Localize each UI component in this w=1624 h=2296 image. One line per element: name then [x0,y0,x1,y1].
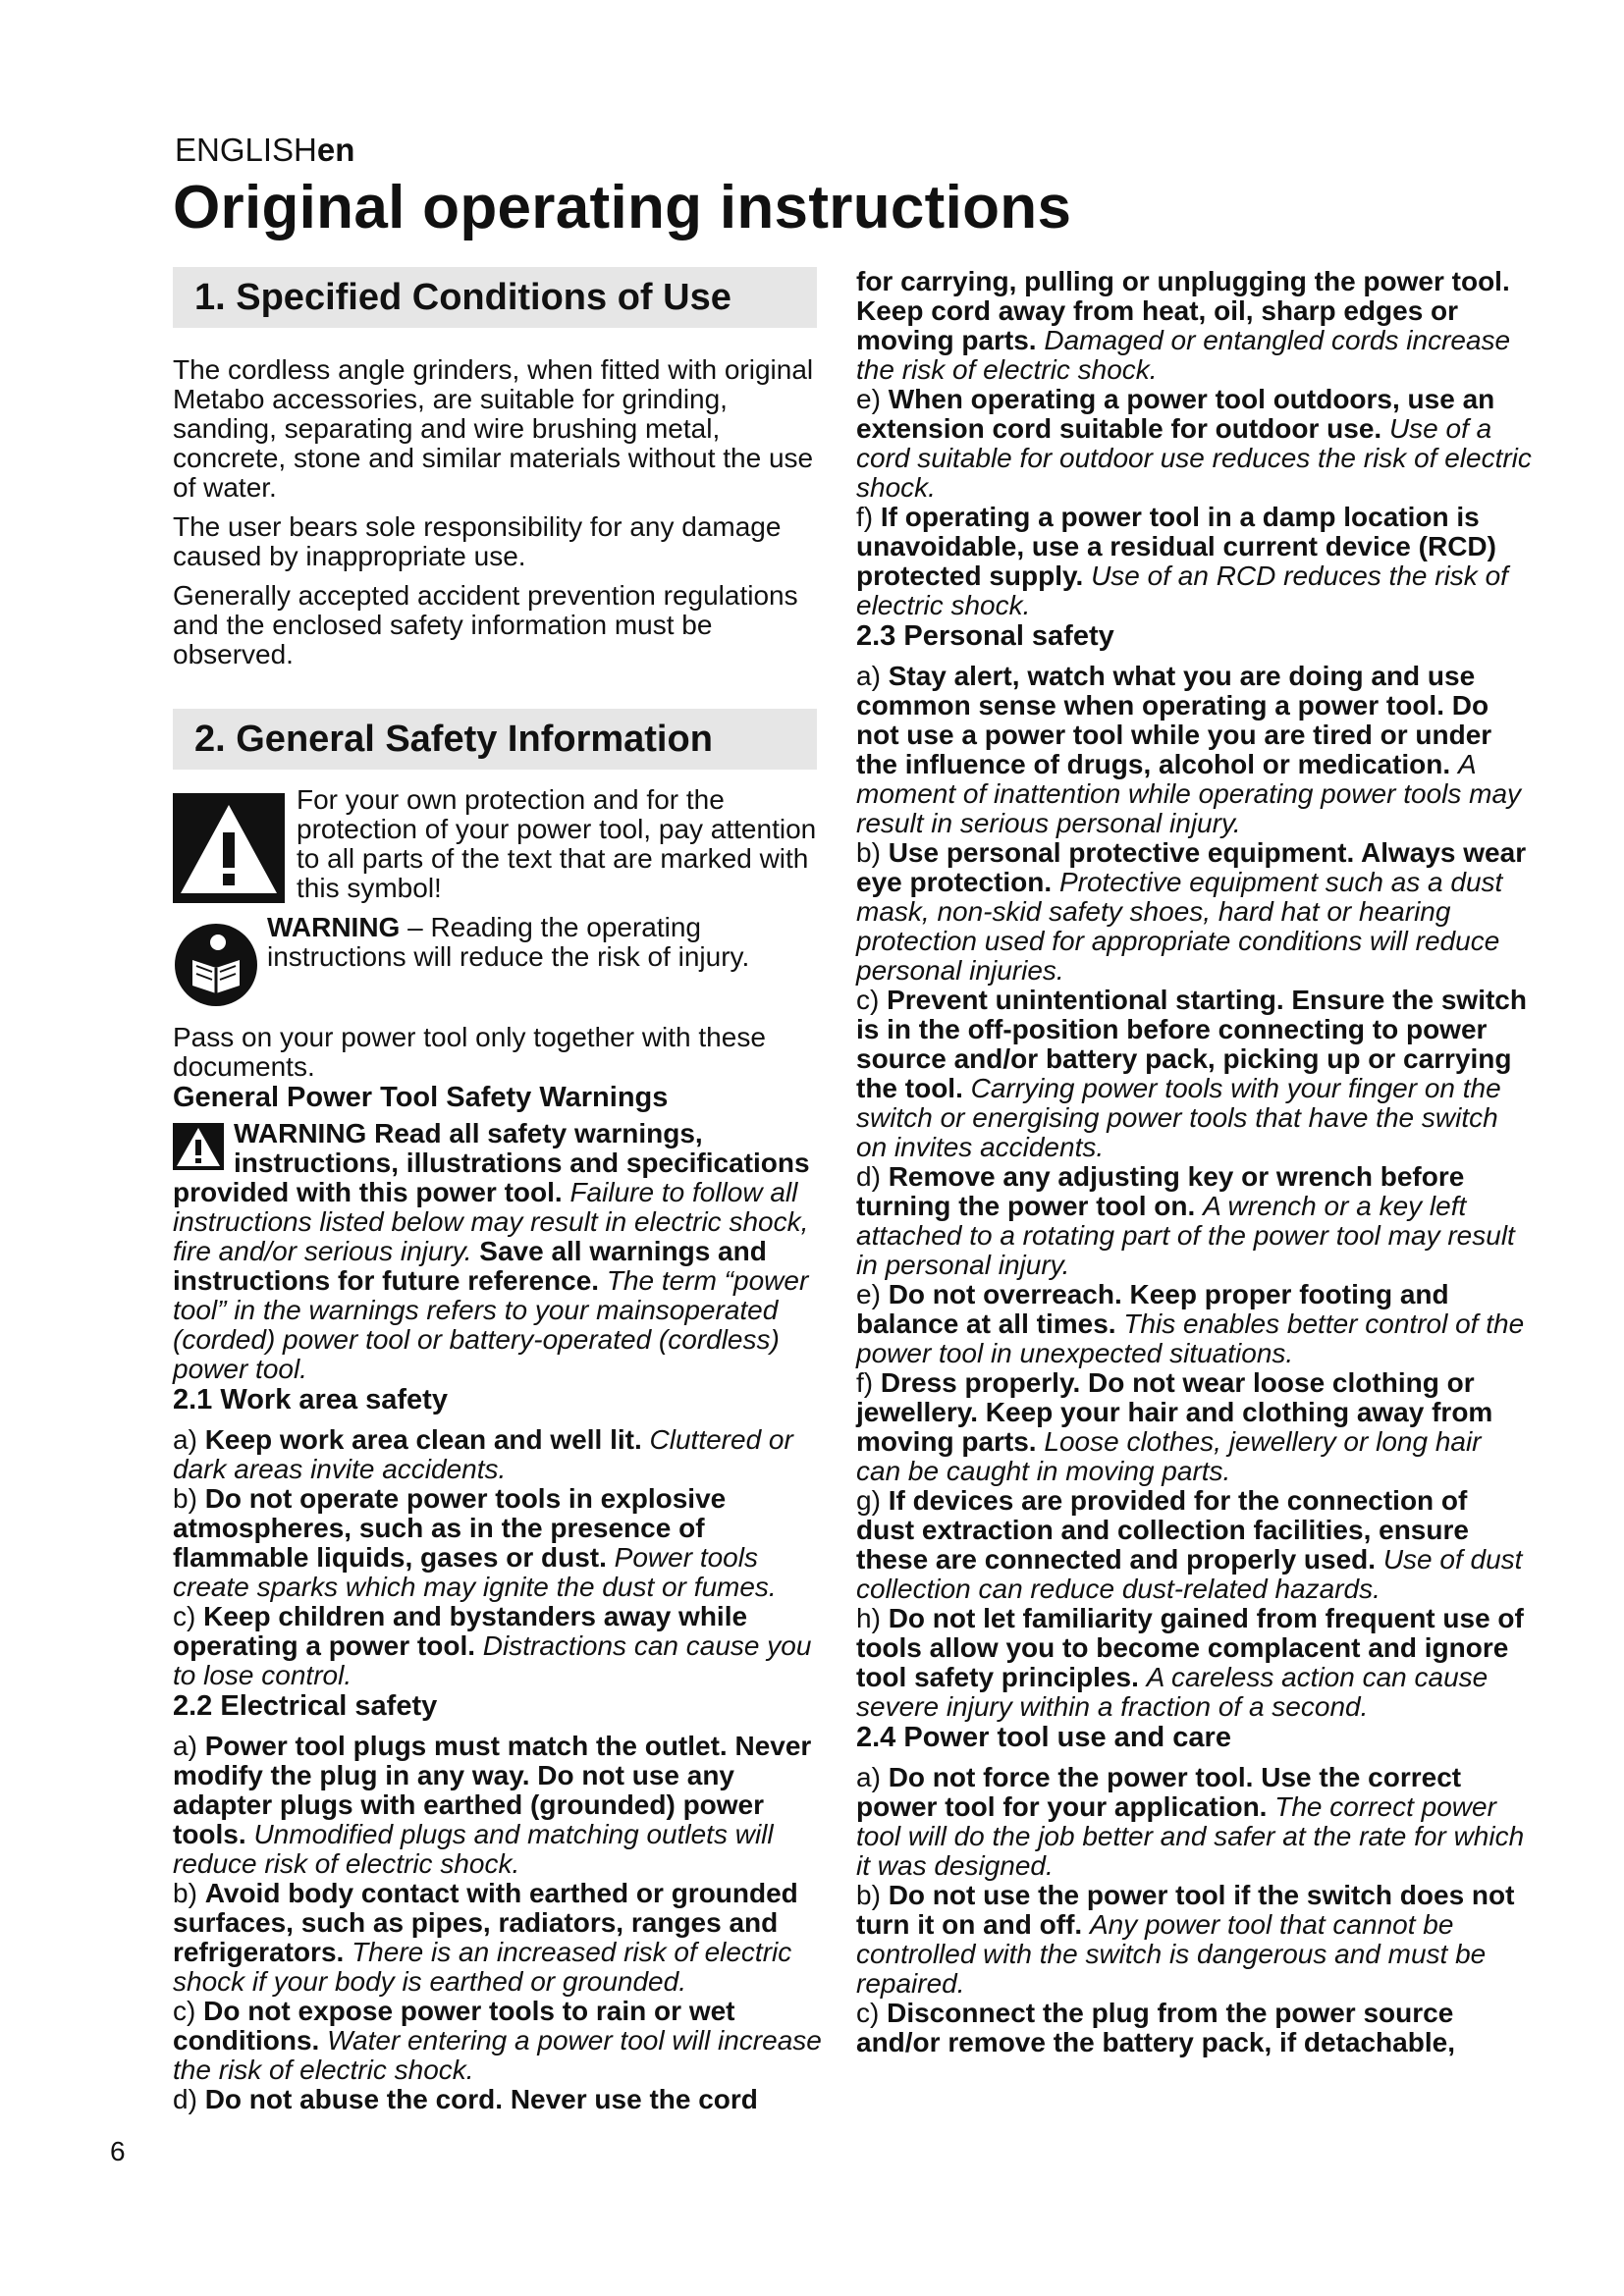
warning-symbol-block [173,785,833,903]
list-item: a) Keep work area clean and well lit. Cluttered or dark areas invite accidents. [173,1424,793,1484]
list-item: a) Power tool plugs must match the outlet. Never modify the plug in any way. Do not use any adapter plugs with earthed (grounded) power tools. Unmodified plugs and matching outlets will reduce risk of electric shock. [173,1731,812,1879]
page-number: 6 [110,2136,126,2166]
right-column [856,267,1532,2057]
small-warning-icon [173,1123,224,1170]
page-title: Original operating instructions [173,174,1072,241]
list-item: a) Stay alert, watch what you are doing and use common sense when operating a power tool. Do not use a power tool while you are tired or under the influence of drugs, alcohol or medication. A moment of inattention while operating power tools may result in serious personal injury. [856,661,1522,838]
list-item: h) Do not let familiarity gained from frequent use of tools allow you to become complacent and ignore tool safety principles. A careless action can cause severe injury within a fraction of a second. [856,1603,1524,1722]
manual-warning-text: WARNING – Reading the operating instructions will reduce the risk of injury. [267,912,750,972]
read-manual-icon [173,923,259,1007]
list-item: c) Prevent unintentional starting. Ensure the switch is in the off-position before connecting to power source and/or battery pack, picking up or carrying the tool. Carrying power tools with your finger on the switch or energising power tools that have the switch on invites accidents. [856,985,1527,1162]
list-item: e) When operating a power tool outdoors, use an extension cord suitable for outdoor use. Use of a cord suitable for outdoor use reduces the risk of electric shock. [856,384,1532,503]
paragraph: Pass on your power tool only together with these documents. [173,1022,766,1082]
warning-triangle-icon [173,793,285,903]
list-item: a) Do not force the power tool. Use the correct power tool for your application. The correct power tool will do the job better and safer at the rate for which it was designed. [856,1762,1525,1881]
manual-warning-block [173,913,833,1007]
left-column [173,267,833,2114]
list-item: b) Do not use the power tool if the switch does not turn it on and off. Any power tool that cannot be controlled with the switch is dangerous and must be repaired. [856,1880,1515,1999]
language-name: ENGLISH [175,132,317,168]
subheading: 2.3 Personal safety [856,620,1114,652]
subheading: 2.1 Work area safety [173,1384,448,1415]
list-item: f) If operating a power tool in a damp location is unavoidable, use a residual current device (RCD) protected supply. Use of an RCD reduces the risk of electric shock. [856,502,1508,620]
list-item: c) Disconnect the plug from the power source and/or remove the battery pack, if detachable, [856,1998,1455,2057]
subheading: 2.2 Electrical safety [173,1690,438,1722]
list-item-continued: for carrying, pulling or unplugging the power tool. Keep cord away from heat, oil, sharp edges or moving parts. Damaged or entangled cords increase the risk of electric shock. [856,266,1511,385]
list-item: d) Remove any adjusting key or wrench before turning the power tool on. A wrench or a key left attached to a rotating part of the power tool may result in personal injury. [856,1161,1515,1280]
section-1-heading: 1. Specified Conditions of Use [173,267,817,328]
paragraph: The cordless angle grinders, when fitted with original Metabo accessories, are suitable for grinding, sanding, separating and wire brushing metal, concrete, stone and similar materials without the use of water. [173,354,814,503]
list-item: c) Keep children and bystanders away while operating a power tool. Distractions can cause you to lose control. [173,1601,812,1690]
list-item: e) Do not overreach. Keep proper footing and balance at all times. This enables better control of the power tool in unexpected situations. [856,1279,1525,1368]
list-item: d) Do not abuse the cord. Never use the cord [173,2084,758,2114]
language-code: en [316,132,355,168]
language-label [175,132,354,169]
subheading: 2.4 Power tool use and care [856,1722,1231,1753]
list-item: b) Use personal protective equipment. Always wear eye protection. Protective equipment such as a dust mask, non-skid safety shoes, hard hat or hearing protection used for appropriate conditions will reduce personal injuries. [856,837,1527,986]
list-item: b) Avoid body contact with earthed or grounded surfaces, such as pipes, radiators, ranges and refrigerators. There is an increased risk of electric shock if your body is earthed or grounded. [173,1878,798,1997]
symbol-note: For your own protection and for the protection of your power tool, pay attention to all parts of the text that are marked with this symbol! [297,784,817,903]
paragraph: The user bears sole responsibility for any damage caused by inappropriate use. [173,511,782,571]
general-warning-block: WARNING Read all safety warnings, instructions, illustrations and specifications provided with this power tool. Failure to follow all instructions listed below may result in electric shock, fire and/or serious injury. Save all warnings and instructions for future reference. The term “power tool” in the warnings refers to your mainsoperated (corded) power tool or battery-operated (cordless) power tool. [173,1118,810,1384]
list-item: c) Do not expose power tools to rain or wet conditions. Water entering a power tool will increase the risk of electric shock. [173,1996,822,2085]
paragraph: Generally accepted accident prevention regulations and the enclosed safety information must be observed. [173,580,798,669]
list-item: f) Dress properly. Do not wear loose clothing or jewellery. Keep your hair and clothing away from moving parts. Loose clothes, jewellery or long hair can be caught in moving parts. [856,1367,1493,1486]
list-item: g) If devices are provided for the connection of dust extraction and collection facilities, ensure these are connected and properly used. Use of dust collection can reduce dust-related hazards. [856,1485,1523,1604]
section-2-heading: 2. General Safety Information [173,709,817,770]
list-item: b) Do not operate power tools in explosive atmospheres, such as in the presence of flammable liquids, gases or dust. Power tools create sparks which may ignite the dust or fumes. [173,1483,777,1602]
subheading: General Power Tool Safety Warnings [173,1082,669,1113]
